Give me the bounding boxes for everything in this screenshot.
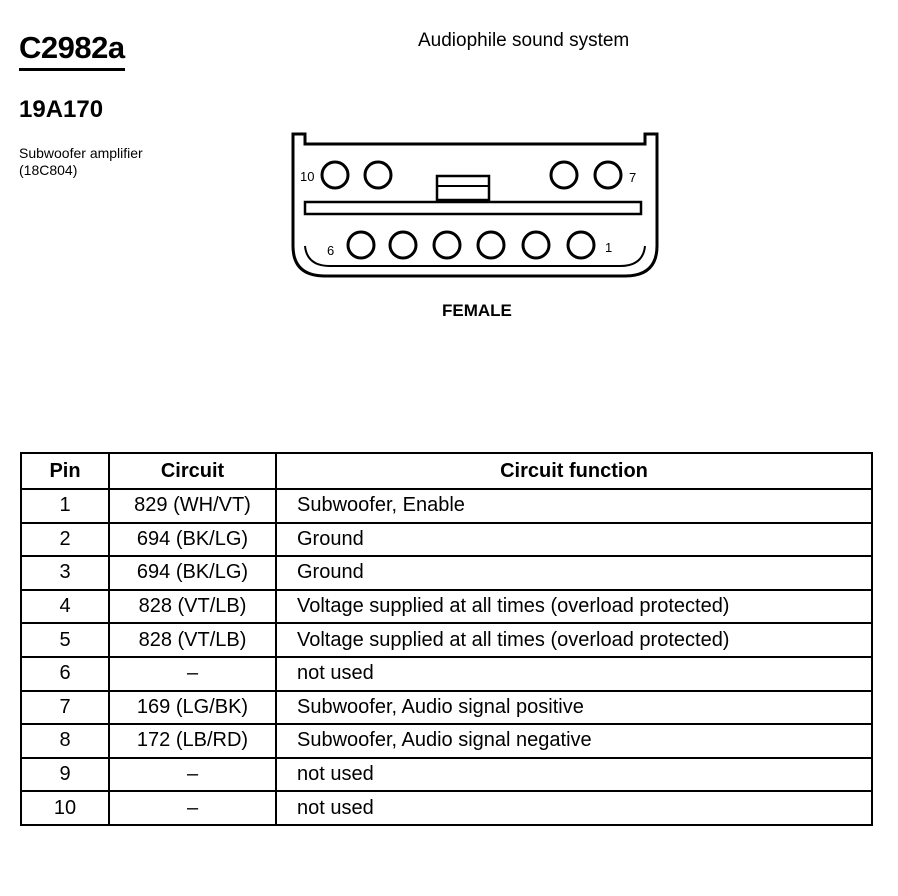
pin-10-label: 10 — [300, 169, 315, 184]
pin-5-socket — [390, 232, 416, 258]
component-name: Subwoofer amplifier — [19, 145, 143, 161]
circuit-cell: 169 (LG/BK) — [109, 691, 276, 725]
connector-code: C2982a — [19, 30, 125, 71]
pin-2-socket — [523, 232, 549, 258]
table-row — [21, 489, 872, 523]
pin-1-socket — [568, 232, 594, 258]
function-cell: Subwoofer, Enable — [276, 489, 872, 523]
pin-6-socket — [348, 232, 374, 258]
header-function: Circuit function — [276, 453, 872, 489]
table-row — [21, 523, 872, 557]
table-row — [21, 724, 872, 758]
pin-9-socket — [365, 162, 391, 188]
function-cell: Ground — [276, 556, 872, 590]
pin-cell: 10 — [21, 791, 109, 825]
function-cell: not used — [276, 791, 872, 825]
pin-cell: 5 — [21, 623, 109, 657]
pin-cell: 3 — [21, 556, 109, 590]
pin-4-socket — [434, 232, 460, 258]
circuit-cell: 829 (WH/VT) — [109, 489, 276, 523]
system-name: Audiophile sound system — [418, 30, 630, 51]
pin-10-socket — [322, 162, 348, 188]
latch — [437, 176, 489, 200]
circuit-cell: – — [109, 791, 276, 825]
table-row — [21, 791, 872, 825]
function-cell: not used — [276, 657, 872, 691]
key-bar — [305, 202, 641, 214]
pin-cell: 1 — [21, 489, 109, 523]
function-cell: Voltage supplied at all times (overload protected) — [276, 623, 872, 657]
component-description — [19, 145, 143, 179]
table-header-row — [21, 453, 872, 489]
circuit-cell: 828 (VT/LB) — [109, 623, 276, 657]
connector-gender: FEMALE — [442, 301, 512, 320]
pin-1-label: 1 — [605, 240, 613, 255]
table-row — [21, 623, 872, 657]
connector-face-diagram — [285, 126, 665, 286]
pin-8-socket — [551, 162, 577, 188]
table-row — [21, 590, 872, 624]
pin-7-label: 7 — [629, 170, 637, 185]
pin-6-label: 6 — [327, 243, 335, 258]
table-row — [21, 556, 872, 590]
table-row — [21, 758, 872, 792]
pin-cell: 6 — [21, 657, 109, 691]
circuit-cell: 694 (BK/LG) — [109, 556, 276, 590]
circuit-cell: – — [109, 758, 276, 792]
circuit-cell: – — [109, 657, 276, 691]
table-row — [21, 691, 872, 725]
pin-cell: 4 — [21, 590, 109, 624]
pin-cell: 8 — [21, 724, 109, 758]
header-circuit: Circuit — [109, 453, 276, 489]
circuit-cell: 694 (BK/LG) — [109, 523, 276, 557]
pin-7-socket — [595, 162, 621, 188]
pin-cell: 9 — [21, 758, 109, 792]
pin-table — [20, 452, 873, 826]
pin-3-socket — [478, 232, 504, 258]
pin-cell: 7 — [21, 691, 109, 725]
pin-cell: 2 — [21, 523, 109, 557]
function-cell: not used — [276, 758, 872, 792]
function-cell: Subwoofer, Audio signal negative — [276, 724, 872, 758]
function-cell: Ground — [276, 523, 872, 557]
function-cell: Subwoofer, Audio signal positive — [276, 691, 872, 725]
header-pin: Pin — [21, 453, 109, 489]
circuit-cell: 828 (VT/LB) — [109, 590, 276, 624]
function-cell: Voltage supplied at all times (overload protected) — [276, 590, 872, 624]
circuit-cell: 172 (LB/RD) — [109, 724, 276, 758]
part-number: 19A170 — [19, 96, 104, 123]
component-ref: (18C804) — [19, 162, 78, 178]
table-row — [21, 657, 872, 691]
